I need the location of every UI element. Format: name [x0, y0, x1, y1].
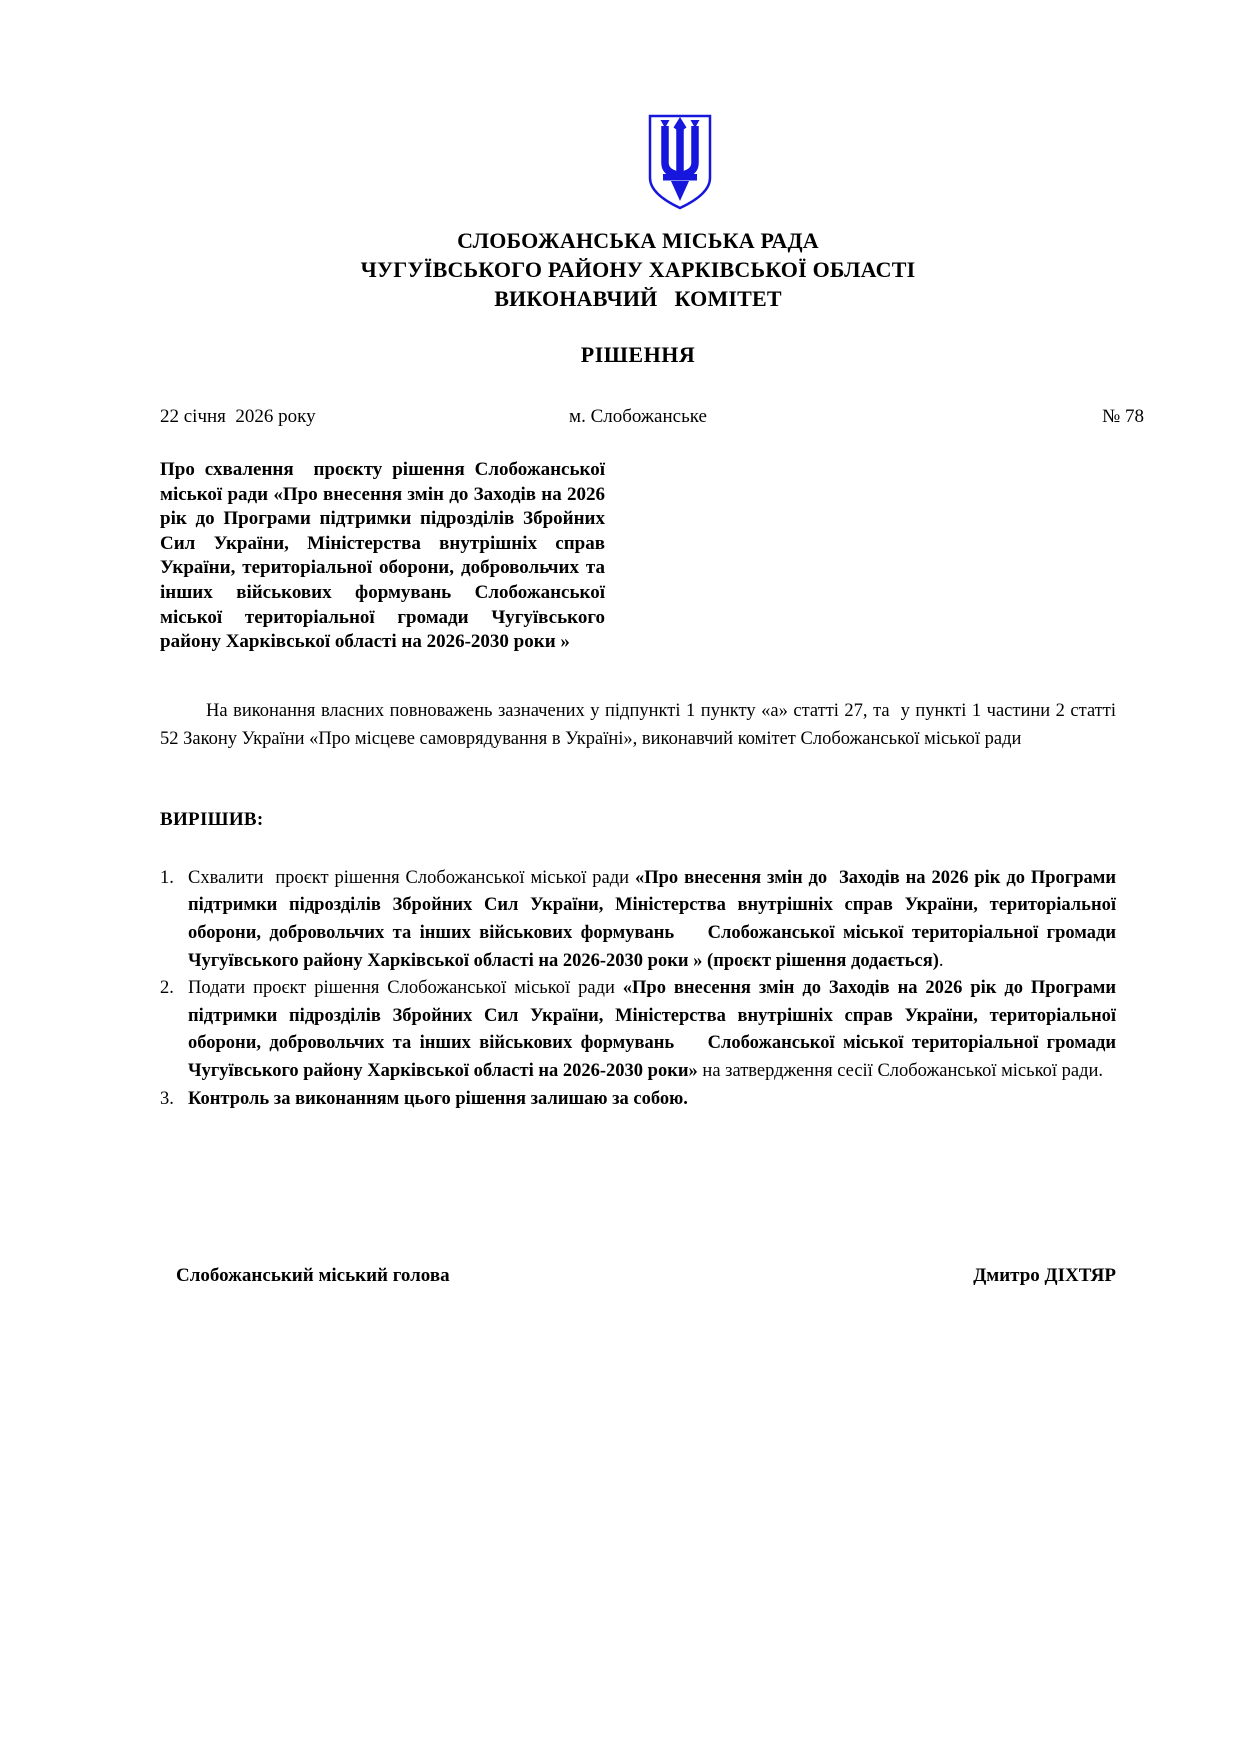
org-name-line3: ВИКОНАВЧИЙ КОМІТЕТ: [494, 286, 782, 311]
signature-row: [160, 1265, 1116, 1287]
decision-item-text: Схвалити проєкт рішення Слобожанської міської ради «Про внесення змін до Заходів на 2026 рік до Програми підтримки підрозділів Збройних Сил України, Міністерства внутрішніх справ України, територіальної оборони, добровольчих та інших військових формувань Слобожанської міської територіальної громади Чугуївського району Харківської області на 2026-2030 роки » (проєкт рішення додається).: [188, 867, 1121, 971]
doc-preamble: На виконання власних повноважень зазначених у підпункті 1 пункту «а» статті 27, та у пункті 1 частини 2 статті 52 Закону України «Про місцеве самоврядування в Україні», виконавчий комітет Слобожанської міської ради: [160, 700, 1121, 749]
decision-item-text: Контроль за виконанням цього рішення залишаю за собою.: [188, 1088, 688, 1109]
decision-item-number: 2.: [160, 978, 174, 999]
resolved-label: ВИРІШИВ:: [160, 808, 264, 830]
doc-subject: Про схвалення проєкту рішення Слобожанської міської ради «Про внесення змін до Заходів на 2026 рік до Програми підтримки підрозділів Збройних Сил України, Міністерства внутрішніх справ України, територіальної оборони, добровольчих та інших військових формувань Слобожанської міської територіальної громади Чугуївського району Харківської області на 2026-2030 роки »: [160, 459, 610, 653]
decision-item-text: Подати проєкт рішення Слобожанської міської ради «Про внесення змін до Заходів на 2026 рік до Програми підтримки підрозділів Збройних Сил України, Міністерства внутрішніх справ України, територіальної оборони, добровольчих та інших військових формувань Слобожанської міської територіальної громади Чугуївського району Харківської області на 2026-2030 роки» на затвердження сесії Слобожанської міської ради.: [188, 978, 1121, 1081]
org-name-line1: СЛОБОЖАНСЬКА МІСЬКА РАДА: [457, 228, 819, 253]
signatory-name: Дмитро ДІХТЯР: [973, 1265, 1116, 1287]
doc-meta-row: [160, 406, 1144, 428]
org-name-line2: ЧУГУЇВСЬКОГО РАЙОНУ ХАРКІВСЬКОЇ ОБЛАСТІ: [360, 257, 916, 282]
emblem-container: [202, 112, 1158, 212]
signatory-title: Слобожанський міський голова: [176, 1265, 450, 1287]
decision-item-number: 3.: [160, 1088, 174, 1109]
doc-place: м. Слобожанське: [569, 406, 707, 427]
decision-item: [160, 865, 1121, 975]
decision-item: [160, 975, 1121, 1085]
decision-item-number: 1.: [160, 867, 174, 888]
decision-list: [160, 865, 1121, 1113]
decision-item: [160, 1086, 1116, 1114]
org-header: [160, 226, 1116, 313]
ukraine-trident-icon: [643, 112, 717, 212]
doc-date: 22 січня 2026 року: [160, 406, 316, 427]
doc-type-title: РІШЕННЯ: [580, 342, 696, 367]
doc-number: № 78: [1102, 406, 1144, 427]
